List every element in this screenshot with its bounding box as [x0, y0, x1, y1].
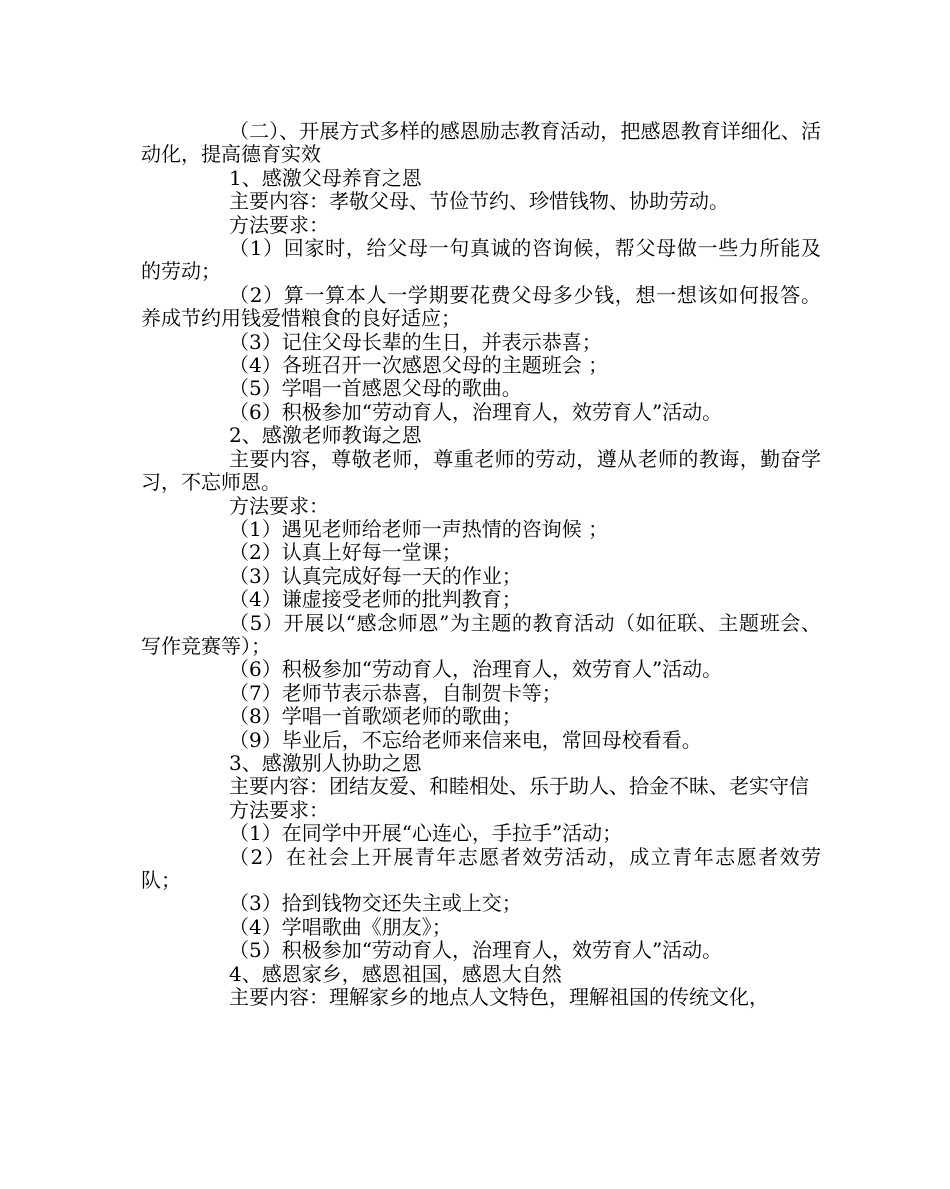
list-item: （4）学唱歌曲《朋友》；	[229, 914, 452, 939]
document-body	[141, 120, 821, 1009]
list-item: （4）谦虚接受老师的批判教育；	[229, 587, 522, 612]
list-item: （6）积极参加“劳动育人，治理育人，效劳育人”活动。	[229, 657, 723, 682]
list-item: （1）回家时，给父母一句真诚的咨询候，帮父母做一些力所能及的劳动；	[141, 236, 821, 284]
paragraph: 主要内容：孝敬父母、节俭节约、珍惜钱物、协助劳动。	[229, 189, 729, 214]
list-item: （9）毕业后，不忘给老师来信来电，常回母校看看。	[229, 727, 702, 752]
paragraph: 主要内容，尊敬老师，尊重老师的劳动，遵从老师的教诲，勤奋学习，不忘师恩。	[141, 446, 821, 495]
subsection-heading: 2、感激老师教诲之恩	[229, 423, 422, 448]
list-item: （3）记住父母长辈的生日，并表示恭喜；	[229, 329, 602, 354]
list-item: （7）老师节表示恭喜，自制贺卡等；	[229, 680, 562, 705]
list-item: （5）积极参加“劳动育人，治理育人，效劳育人”活动。	[229, 938, 723, 963]
list-item: （3）认真完成好每一天的作业；	[229, 563, 522, 588]
paragraph: 主要内容：理解家乡的地点人文特色，理解祖国的传统文化，	[229, 985, 769, 1010]
list-item: （1）遇见老师给老师一声热情的咨询候 ；	[229, 516, 609, 541]
list-item: （2）在社会上开展青年志愿者效劳活动，成立青年志愿者效劳队；	[141, 844, 821, 892]
list-item: （1）在同学中开展“心连心，手拉手”活动；	[229, 821, 623, 846]
list-item: （4）各班召开一次感恩父母的主题班会 ；	[229, 353, 609, 378]
section-heading: （二）、开展方式多样的感恩励志教育活动，把感恩教育详细化、活动化，提高德育实效	[141, 119, 821, 167]
list-item: （5）开展以“感念师恩”为主题的教育活动（如征联、主题班会、写作竞赛等）；	[141, 610, 821, 658]
paragraph: 主要内容：团结友爱、和睦相处、乐于助人、拾金不昧、老实守信	[229, 774, 809, 799]
subsection-heading: 3、感激别人协助之恩	[229, 750, 422, 775]
list-item: （8）学唱一首歌颂老师的歌曲；	[229, 704, 522, 729]
paragraph: 方法要求：	[229, 212, 329, 237]
list-item: （3）拾到钱物交还失主或上交；	[229, 891, 522, 916]
subsection-heading: 1、感激父母养育之恩	[229, 165, 422, 190]
list-item: （6）积极参加“劳动育人，治理育人，效劳育人”活动。	[229, 399, 723, 424]
list-item: （2）认真上好每一堂课；	[229, 540, 462, 565]
subsection-heading: 4、感恩家乡，感恩祖国，感恩大自然	[229, 961, 562, 986]
list-item: （2）算一算本人一学期要花费父母多少钱，想一想该如何报答。养成节约用钱爱惜粮食的良好适应；	[141, 282, 821, 331]
paragraph: 方法要求：	[229, 797, 329, 822]
paragraph: 方法要求：	[229, 493, 329, 518]
list-item: （5）学唱一首感恩父母的歌曲。	[229, 376, 522, 401]
